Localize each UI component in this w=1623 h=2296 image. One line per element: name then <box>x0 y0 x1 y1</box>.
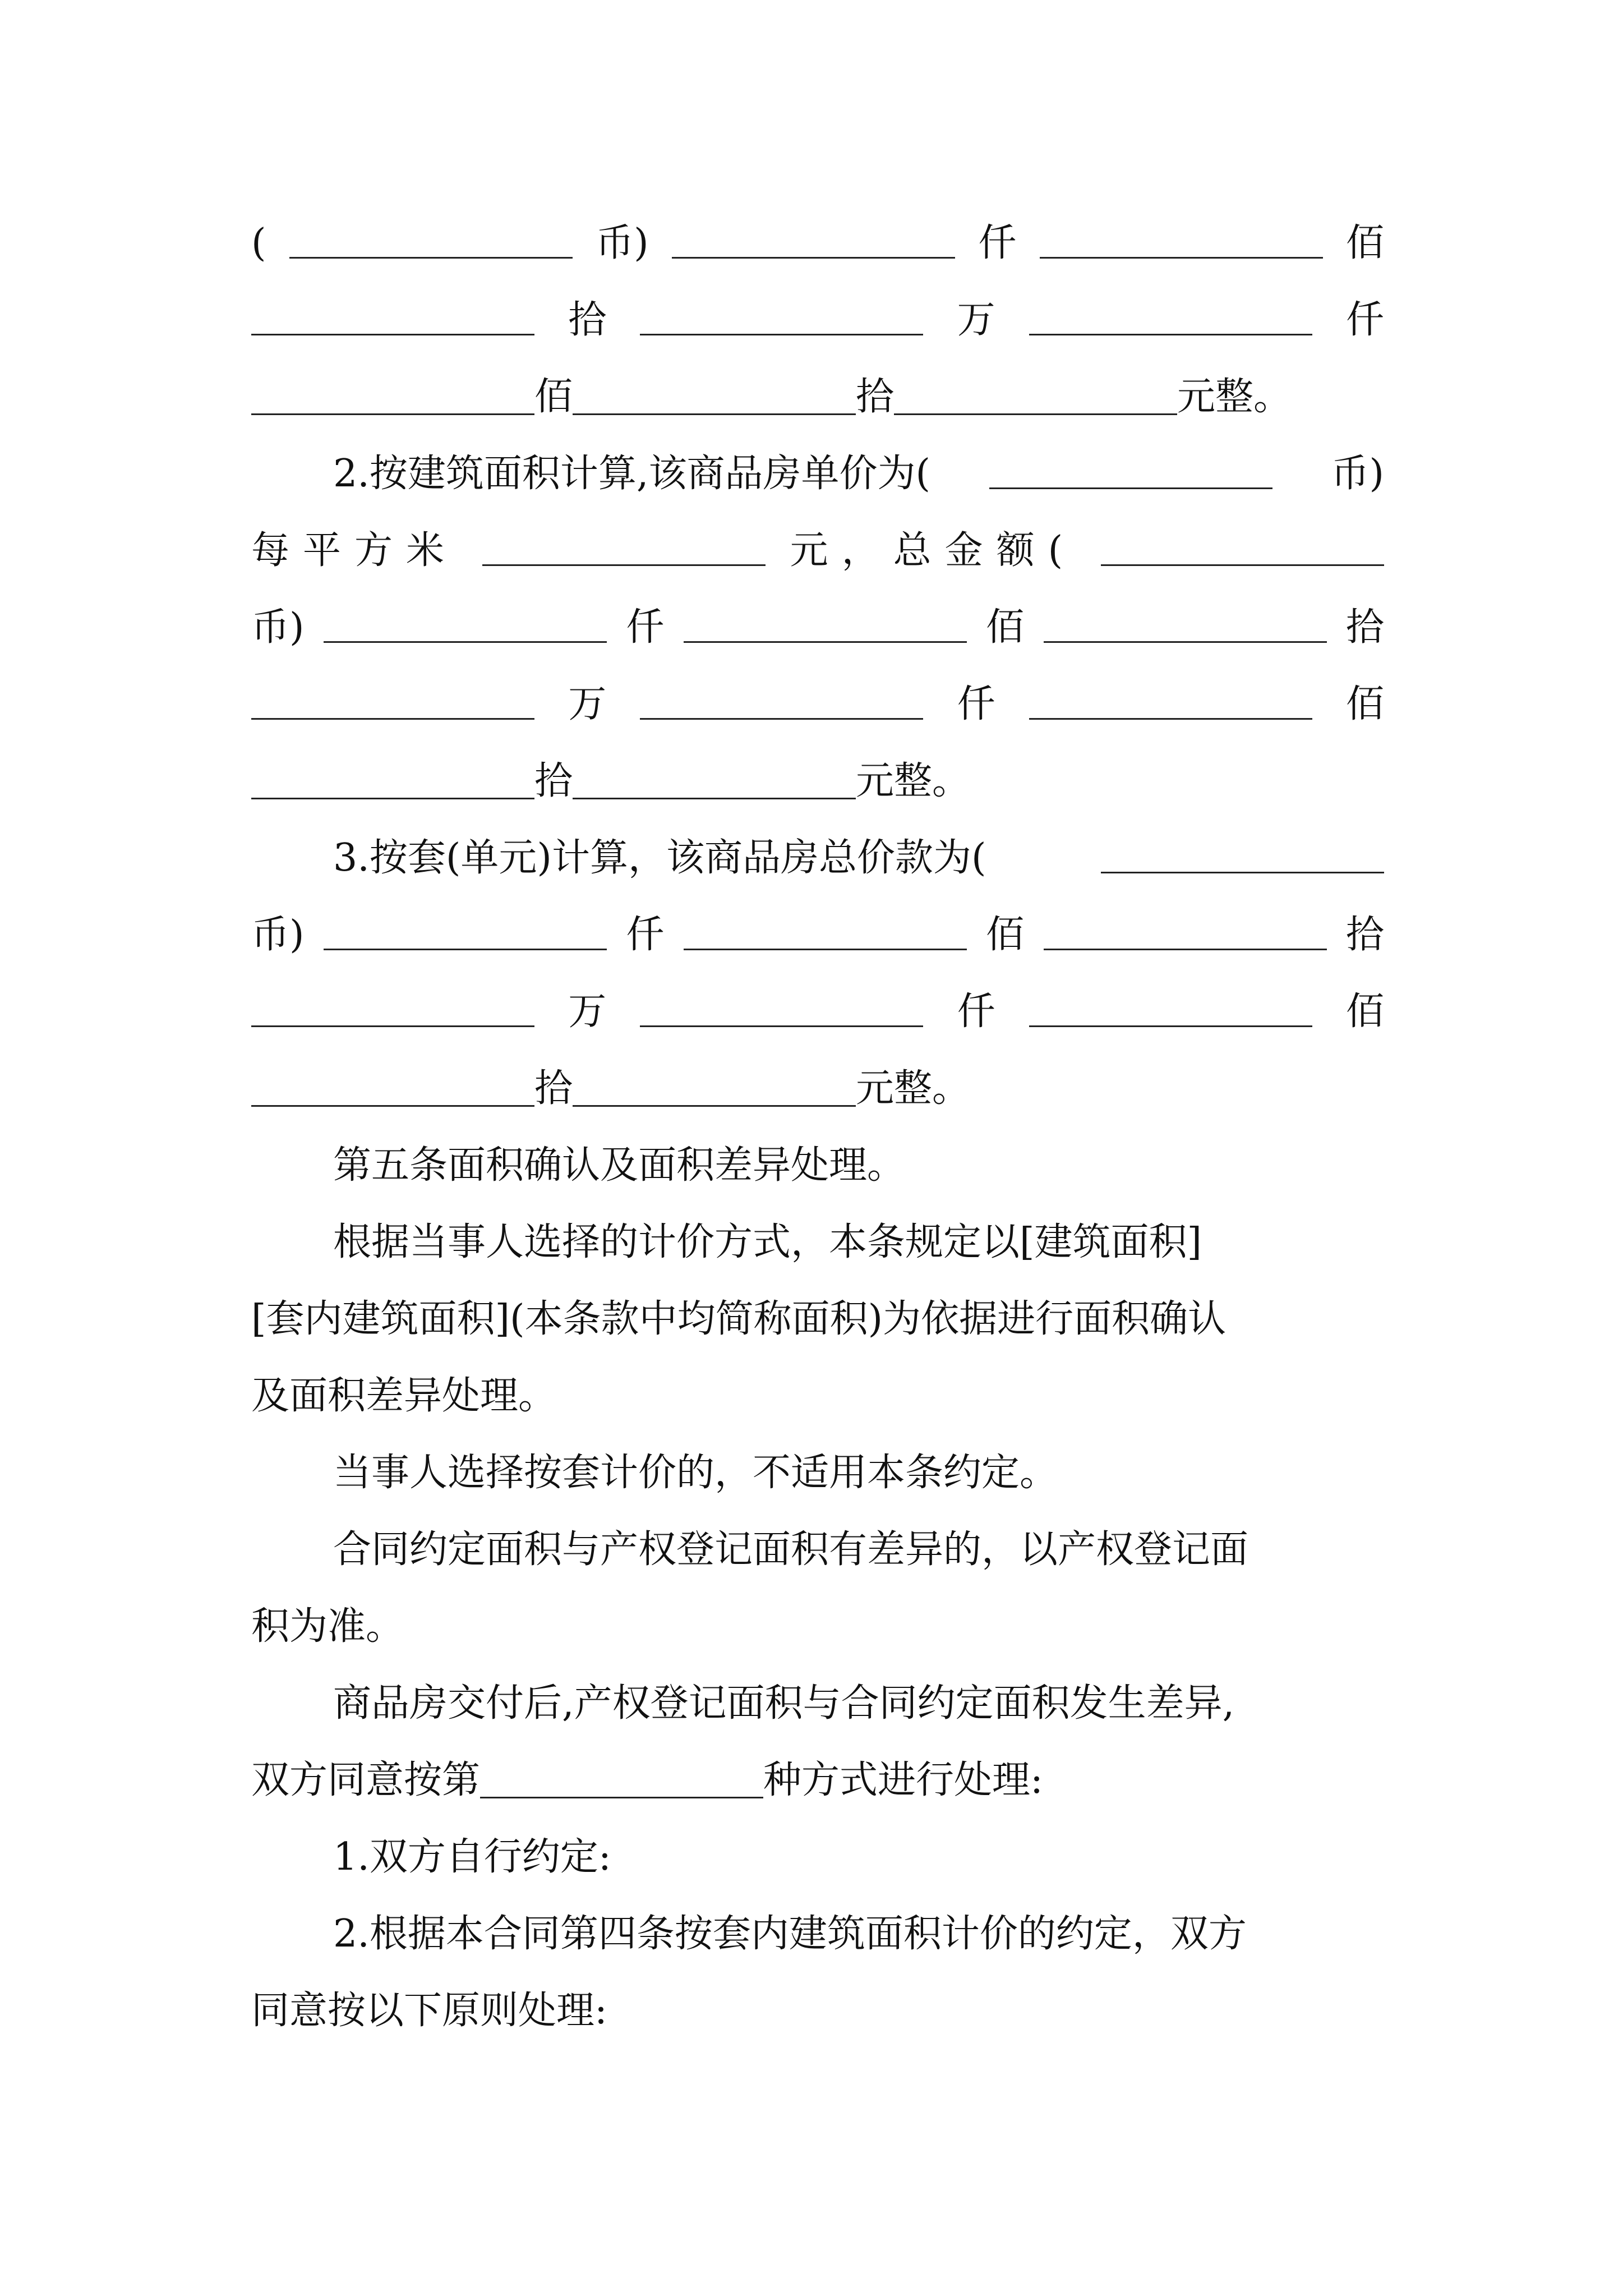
unit-wan: 万 <box>957 298 995 342</box>
unit-shi: 拾 <box>856 375 895 419</box>
price-line-2 <box>251 282 1384 358</box>
item-2-principle-line-1: 2.根据本合同第四条按套内建筑面积计价的约定，双方 <box>333 1912 1247 1956</box>
amount-blank[interactable] <box>251 1105 534 1107</box>
contract-body <box>251 205 1384 2049</box>
amount-blank[interactable] <box>251 718 534 720</box>
price-line-3 <box>251 358 1384 435</box>
unit-qian: 仟 <box>626 605 665 650</box>
unit-shi: 拾 <box>534 759 573 803</box>
yuan-zheng: 元整。 <box>1177 375 1292 419</box>
amount-blank[interactable] <box>1029 1025 1312 1027</box>
unit-shi: 拾 <box>568 298 607 342</box>
amount-blank[interactable] <box>640 334 923 335</box>
amount-blank[interactable] <box>640 718 923 720</box>
item-2-line-2 <box>251 512 1384 589</box>
item-2-principle-line-2: 同意按以下原则处理: <box>251 1989 607 2033</box>
yuan-zheng: 元整。 <box>856 1066 971 1111</box>
article-5-p4-line-2 <box>251 1742 1384 1819</box>
per-sqm-label: 每平方米 <box>251 528 458 573</box>
currency-close: 币) <box>251 605 305 650</box>
article-5-p2: 当事人选择按套计价的，不适用本条约定。 <box>333 1451 1058 1495</box>
article-5-title: 第五条面积确认及面积差异处理。 <box>333 1143 906 1188</box>
unit-qian: 仟 <box>957 990 995 1034</box>
currency-close: 币) <box>251 913 305 957</box>
amount-blank[interactable] <box>1040 257 1323 259</box>
currency-close: 币) <box>596 221 649 265</box>
total-amount-label: 元，总金额( <box>790 528 1077 573</box>
unit-qian: 仟 <box>957 682 995 726</box>
currency-blank[interactable] <box>289 257 573 259</box>
unit-wan: 万 <box>568 990 607 1034</box>
item-1-self-agreed: 1.双方自行约定: <box>333 1835 611 1879</box>
currency-blank[interactable] <box>989 487 1272 489</box>
unit-shi: 拾 <box>534 1066 573 1111</box>
amount-blank[interactable] <box>1044 641 1327 643</box>
amount-blank[interactable] <box>684 641 967 643</box>
method-number-blank[interactable] <box>480 1797 763 1798</box>
unit-qian: 仟 <box>626 913 665 957</box>
paren-open: ( <box>251 221 266 265</box>
item-3-text: 3.按套(单元)计算，该商品房总价款为( <box>333 836 986 880</box>
item-2-line-5 <box>251 743 1384 820</box>
amount-blank[interactable] <box>1029 334 1312 335</box>
article-5-p3-line-1: 合同约定面积与产权登记面积有差异的，以产权登记面 <box>333 1527 1249 1572</box>
article-5-p1-line-2: [套内建筑面积](本条款中均简称面积)为依据进行面积确认 <box>251 1297 1227 1341</box>
amount-blank[interactable] <box>894 413 1177 415</box>
amount-blank[interactable] <box>573 798 856 799</box>
amount-blank[interactable] <box>573 413 856 415</box>
amount-blank[interactable] <box>251 1025 534 1027</box>
unit-bai: 佰 <box>1345 221 1384 265</box>
currency-close: 币) <box>1331 452 1384 496</box>
item-3-line-4 <box>251 1050 1384 1127</box>
currency-blank[interactable] <box>1101 564 1384 566</box>
amount-blank[interactable] <box>573 1105 856 1107</box>
item-2-text: 2.按建筑面积计算,该商品房单价为( <box>333 452 931 496</box>
amount-blank[interactable] <box>324 949 607 950</box>
unit-qian: 仟 <box>1345 298 1384 342</box>
yuan-zheng: 元整。 <box>856 759 971 803</box>
amount-blank[interactable] <box>251 798 534 799</box>
amount-blank[interactable] <box>1044 949 1327 950</box>
item-2-line-1 <box>251 435 1384 512</box>
unit-bai: 佰 <box>1345 682 1384 726</box>
amount-blank[interactable] <box>684 949 967 950</box>
unit-bai: 佰 <box>1345 990 1384 1034</box>
currency-blank[interactable] <box>1101 872 1384 873</box>
item-3-line-1 <box>251 820 1384 896</box>
article-5-p1-line-1: 根据当事人选择的计价方式，本条规定以[建筑面积] <box>333 1220 1202 1264</box>
unit-price-blank[interactable] <box>482 564 766 566</box>
item-2-line-3 <box>251 589 1384 666</box>
article-5-p3-line-2: 积为准。 <box>251 1604 404 1649</box>
method-prefix: 双方同意按第 <box>251 1758 481 1802</box>
unit-bai: 佰 <box>534 375 573 419</box>
amount-blank[interactable] <box>251 413 534 415</box>
amount-blank[interactable] <box>640 1025 923 1027</box>
unit-shi: 拾 <box>1345 605 1384 650</box>
method-suffix: 种方式进行处理: <box>763 1758 1043 1802</box>
price-line-1 <box>251 205 1384 282</box>
amount-blank[interactable] <box>672 257 955 259</box>
amount-blank[interactable] <box>324 641 607 643</box>
amount-blank[interactable] <box>251 334 534 335</box>
item-2-line-4 <box>251 666 1384 743</box>
unit-wan: 万 <box>568 682 607 726</box>
item-3-line-2 <box>251 896 1384 973</box>
unit-shi: 拾 <box>1345 913 1384 957</box>
article-5-p4-line-1: 商品房交付后,产权登记面积与合同约定面积发生差异, <box>333 1681 1235 1726</box>
unit-qian: 仟 <box>978 221 1017 265</box>
item-3-line-3 <box>251 973 1384 1050</box>
unit-bai: 佰 <box>986 605 1025 650</box>
article-5-p1-line-3: 及面积差异处理。 <box>251 1374 557 1418</box>
amount-blank[interactable] <box>1029 718 1312 720</box>
unit-bai: 佰 <box>986 913 1025 957</box>
